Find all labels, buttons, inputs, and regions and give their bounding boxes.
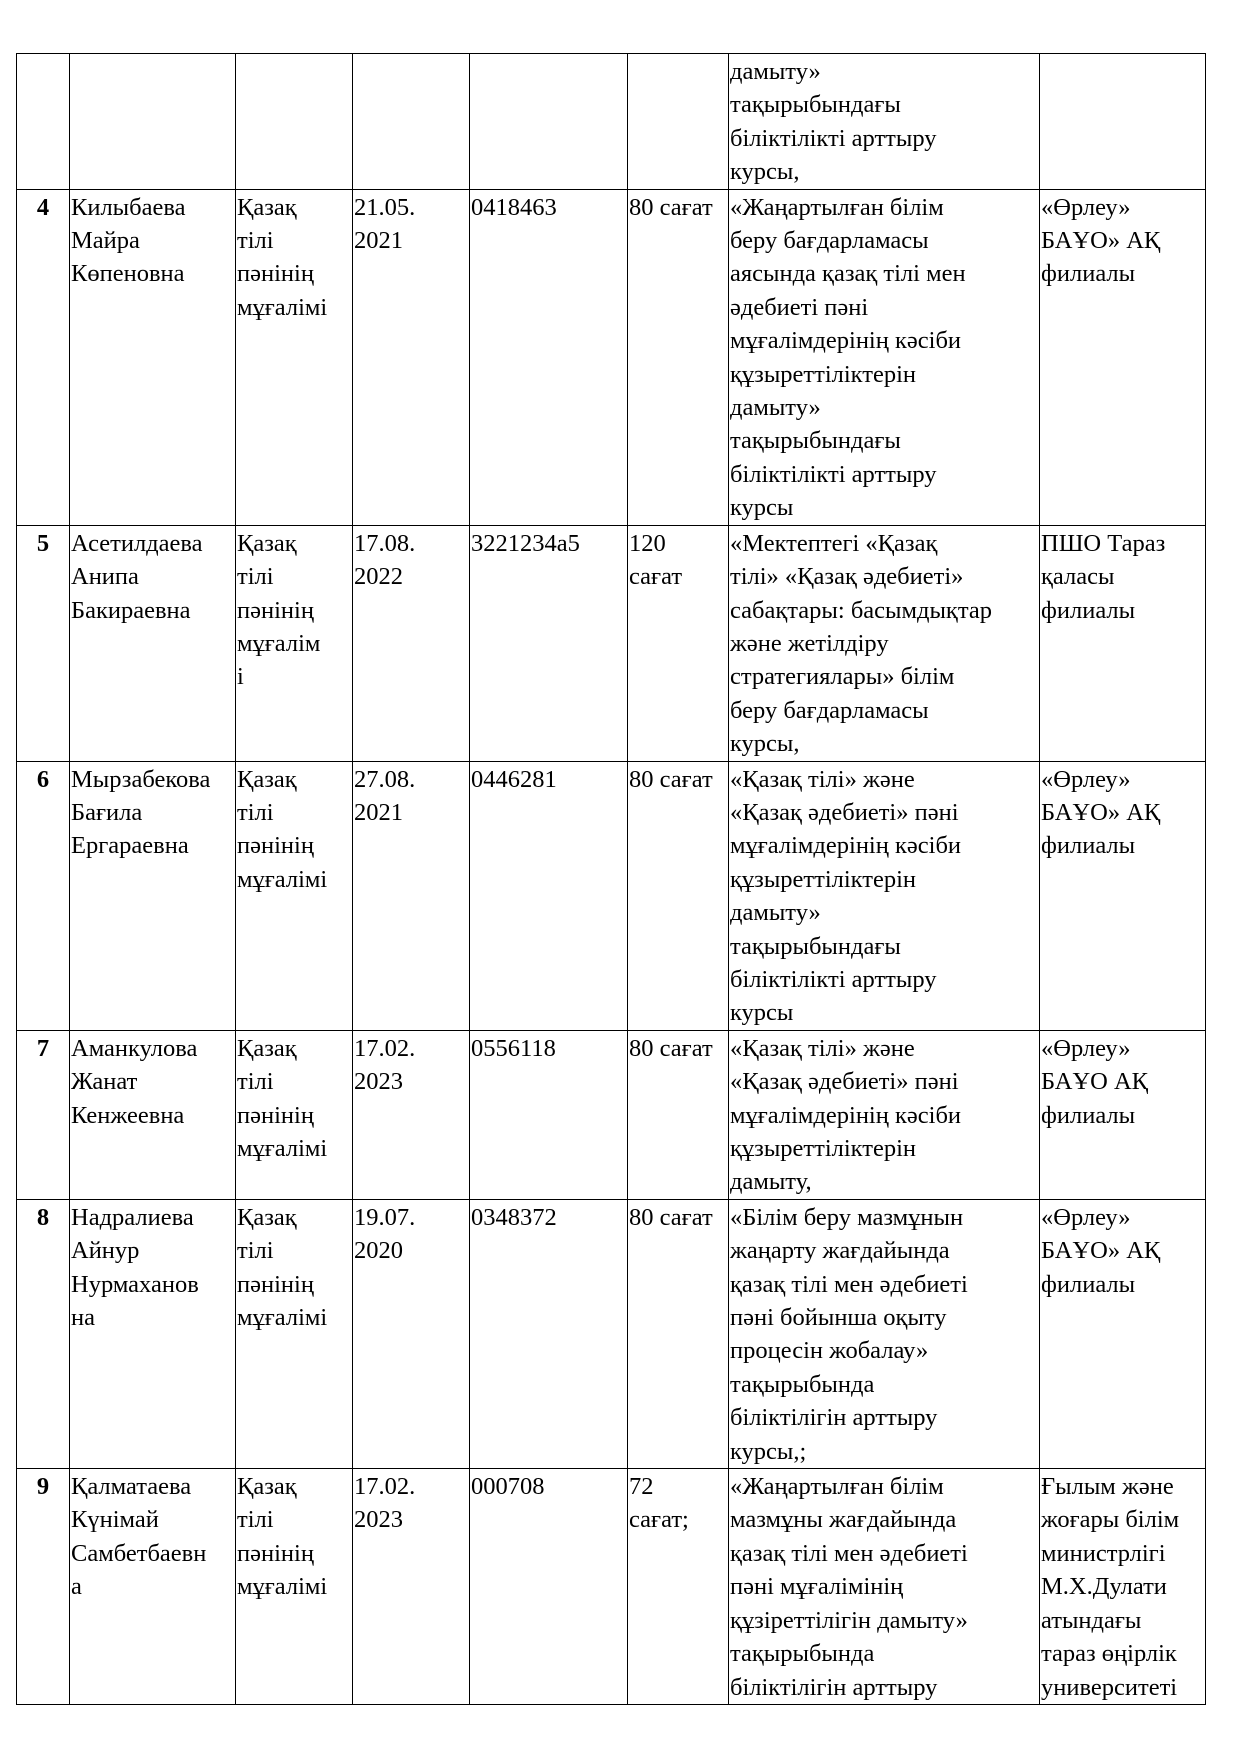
- cell-text-line: 80 сағат: [629, 193, 713, 221]
- cell-text-line: Қазақ: [237, 1203, 297, 1231]
- cell-text-line: тілі» «Қазақ әдебиеті»: [730, 563, 964, 591]
- cell-text-line: курсы,: [730, 730, 800, 758]
- cell-subject: [236, 54, 353, 190]
- cell-text-line: тараз өңірлік: [1041, 1640, 1177, 1668]
- cell-text-line: мұғалімдерінің кәсіби: [730, 832, 962, 860]
- table-row: [17, 1469, 1206, 1705]
- cell-full-name: [70, 189, 236, 525]
- cell-text-line: 2023: [354, 1068, 403, 1096]
- cell-certificate-number: [470, 525, 628, 761]
- cell-text-line: «Қазақ тілі» және: [730, 1034, 915, 1062]
- cell-text-line: 21.05.: [354, 193, 416, 221]
- cell-text-line: сағат: [629, 563, 683, 591]
- cell-text-line: Қазақ: [237, 193, 297, 221]
- table-row: [17, 54, 1206, 190]
- cell-text-line: тілі: [237, 1068, 274, 1096]
- cell-text-line: Қазақ: [237, 765, 297, 793]
- cell-text-line: Кенжеевна: [71, 1101, 185, 1129]
- cell-text-line: БАҰО» АҚ: [1041, 1237, 1161, 1265]
- cell-text: 6: [36, 765, 50, 793]
- cell-text-line: пәні мұғалімінің: [730, 1573, 904, 1601]
- cell-text: 000708: [471, 1473, 545, 1501]
- cell-text-line: 2020: [354, 1237, 403, 1265]
- cell-text-line: тілі: [237, 563, 274, 591]
- cell-certificate-number: [470, 1030, 628, 1199]
- cell-text-line: Майра: [71, 227, 140, 255]
- cell-full-name: [70, 1030, 236, 1199]
- cell-date: [353, 189, 470, 525]
- cell-certificate-number: [470, 189, 628, 525]
- cell-text-line: 120: [629, 529, 666, 557]
- cell-text-line: Анипа: [71, 563, 139, 591]
- cell-text-line: Асетилдаева: [71, 529, 203, 557]
- cell-course-title: [729, 1469, 1040, 1705]
- cell-text-line: «Жаңартылған білім: [730, 1473, 944, 1501]
- cell-text-line: Қазақ: [237, 1473, 297, 1501]
- cell-number: [17, 189, 70, 525]
- cell-date: [353, 761, 470, 1030]
- cell-text-line: біліктілікті арттыру: [730, 965, 937, 993]
- cell-text-line: сабақтары: басымдықтар: [730, 596, 992, 624]
- cell-organization: [1040, 54, 1206, 190]
- cell-organization: [1040, 189, 1206, 525]
- cell-text-line: курсы: [730, 494, 794, 522]
- cell-text-line: біліктілікті арттыру: [730, 124, 937, 152]
- cell-date: [353, 1469, 470, 1705]
- cell-text-line: қазақ тілі мен әдебиеті: [730, 1539, 968, 1567]
- cell-subject: [236, 1469, 353, 1705]
- cell-text-line: процесін жобалау»: [730, 1337, 929, 1365]
- cell-text-line: 19.07.: [354, 1203, 416, 1231]
- cell-text-line: құзыреттіліктерін: [730, 1135, 916, 1162]
- cell-text-line: мұғалімі: [237, 293, 328, 321]
- cell-text-line: «Қазақ тілі» және: [730, 765, 915, 793]
- cell-text: 7: [36, 1034, 50, 1062]
- cell-text-line: біліктілігін арттыру: [730, 1404, 938, 1432]
- cell-text: 9: [36, 1473, 50, 1501]
- cell-text: 4: [36, 193, 50, 221]
- cell-text-line: мұғалім: [237, 629, 321, 657]
- cell-text-line: 2022: [354, 563, 403, 591]
- cell-text-line: Ергараевна: [71, 832, 189, 860]
- cell-text-line: дамыту»: [730, 394, 821, 422]
- cell-course-title: [729, 54, 1040, 190]
- cell-text-line: дамыту»: [730, 899, 821, 927]
- cell-text-line: беру бағдарламасы: [730, 696, 929, 724]
- cell-text-line: тақырыбындағы: [730, 91, 901, 119]
- cell-text-line: филиалы: [1041, 260, 1136, 288]
- cell-text-line: «Өрлеу»: [1041, 1034, 1131, 1062]
- cell-hours: [628, 1030, 729, 1199]
- cell-text-line: 2021: [354, 227, 403, 255]
- cell-text-line: тақырыбындағы: [730, 427, 901, 455]
- cell-text-line: пәні бойынша оқыту: [730, 1304, 947, 1332]
- cell-text-line: курсы,: [730, 158, 800, 186]
- table-row: [17, 189, 1206, 525]
- table-row: [17, 1030, 1206, 1199]
- cell-text-line: стратегиялары» білім: [730, 663, 955, 691]
- cell-text-line: Килыбаева: [71, 193, 186, 221]
- cell-subject: [236, 1030, 353, 1199]
- cell-text-line: мұғалімі: [237, 1304, 328, 1332]
- cell-text-line: әдебиеті пәні: [730, 293, 869, 321]
- cell-full-name: [70, 1199, 236, 1468]
- cell-text: 0348372: [471, 1203, 557, 1231]
- cell-number: [17, 1199, 70, 1468]
- cell-text-line: пәнінің: [237, 1270, 314, 1298]
- cell-date: [353, 1030, 470, 1199]
- cell-text-line: 80 сағат: [629, 1203, 713, 1231]
- cell-course-title: [729, 761, 1040, 1030]
- cell-text-line: Надралиева: [71, 1203, 194, 1231]
- cell-organization: [1040, 1199, 1206, 1468]
- cell-text-line: 72: [629, 1473, 654, 1501]
- cell-text-line: БАҰО АҚ: [1041, 1068, 1148, 1096]
- cell-text-line: тілі: [237, 227, 274, 255]
- cell-text-line: курсы,;: [730, 1437, 807, 1465]
- cell-text-line: «Өрлеу»: [1041, 765, 1131, 793]
- cell-text-line: және жетілдіру: [730, 629, 889, 657]
- cell-text-line: пәнінің: [237, 1101, 314, 1129]
- cell-text-line: пәнінің: [237, 1539, 314, 1567]
- cell-text-line: сағат;: [629, 1506, 689, 1534]
- cell-text-line: министрлігі: [1041, 1539, 1166, 1567]
- cell-text-line: мұғалімі: [237, 865, 328, 893]
- teachers-qualification-table: [16, 53, 1206, 1705]
- cell-text-line: мұғалімі: [237, 1135, 328, 1162]
- cell-text-line: на: [71, 1304, 95, 1332]
- cell-text: 5: [36, 529, 50, 557]
- cell-text-line: «Қазақ әдебиеті» пәні: [730, 798, 959, 826]
- cell-date: [353, 54, 470, 190]
- cell-hours: [628, 1199, 729, 1468]
- cell-subject: [236, 189, 353, 525]
- cell-text-line: тілі: [237, 798, 274, 826]
- cell-text-line: Көпеновна: [71, 260, 185, 288]
- cell-course-title: [729, 189, 1040, 525]
- cell-text-line: Бакираевна: [71, 596, 191, 624]
- table-row: [17, 761, 1206, 1030]
- cell-subject: [236, 525, 353, 761]
- cell-number: [17, 1469, 70, 1705]
- cell-text-line: мұғалімі: [237, 1573, 328, 1601]
- cell-text-line: Бағила: [71, 798, 143, 826]
- cell-text-line: филиалы: [1041, 596, 1136, 624]
- cell-text-line: «Өрлеу»: [1041, 1203, 1131, 1231]
- cell-certificate-number: [470, 1469, 628, 1705]
- cell-text: 0418463: [471, 193, 557, 221]
- cell-text-line: филиалы: [1041, 832, 1136, 860]
- cell-text-line: дамыту»: [730, 58, 821, 85]
- cell-hours: [628, 761, 729, 1030]
- cell-text-line: а: [71, 1573, 82, 1601]
- cell-text-line: 2021: [354, 798, 403, 826]
- cell-text: 3221234а5: [471, 529, 580, 557]
- cell-text-line: Аманкулова: [71, 1034, 198, 1062]
- cell-course-title: [729, 1030, 1040, 1199]
- cell-text-line: 80 сағат: [629, 1034, 713, 1062]
- cell-hours: [628, 54, 729, 190]
- cell-text-line: «Мектептегі «Қазақ: [730, 529, 938, 557]
- cell-text-line: 80 сағат: [629, 765, 713, 793]
- cell-text-line: Қазақ: [237, 529, 297, 557]
- cell-organization: [1040, 1469, 1206, 1705]
- cell-text-line: Қазақ: [237, 1034, 297, 1062]
- cell-subject: [236, 761, 353, 1030]
- cell-organization: [1040, 525, 1206, 761]
- cell-text-line: тақырыбында: [730, 1370, 875, 1398]
- cell-text-line: тілі: [237, 1237, 274, 1265]
- cell-text-line: Айнур: [71, 1237, 140, 1265]
- cell-certificate-number: [470, 1199, 628, 1468]
- cell-text-line: 17.02.: [354, 1034, 416, 1062]
- cell-text-line: қаласы: [1041, 563, 1115, 591]
- cell-full-name: [70, 525, 236, 761]
- cell-number: [17, 525, 70, 761]
- cell-text-line: жаңарту жағдайында: [730, 1237, 950, 1265]
- cell-full-name: [70, 1469, 236, 1705]
- cell-subject: [236, 1199, 353, 1468]
- cell-text-line: 17.08.: [354, 529, 416, 557]
- cell-text-line: біліктілігін арттыру: [730, 1673, 938, 1701]
- cell-text-line: тақырыбындағы: [730, 932, 901, 960]
- cell-text-line: тақырыбында: [730, 1640, 875, 1668]
- cell-text-line: құзыреттіліктерін: [730, 360, 916, 388]
- cell-text-line: Самбетбаевн: [71, 1539, 207, 1567]
- cell-text-line: Қалматаева: [71, 1473, 192, 1501]
- cell-text-line: 17.02.: [354, 1473, 416, 1501]
- cell-full-name: [70, 54, 236, 190]
- cell-text-line: беру бағдарламасы: [730, 227, 929, 255]
- cell-text-line: ПШО Тараз: [1041, 529, 1166, 557]
- cell-text-line: «Қазақ әдебиеті» пәні: [730, 1068, 959, 1096]
- table-body: [17, 54, 1206, 1705]
- cell-text-line: Күнімай: [71, 1506, 159, 1534]
- cell-text-line: тілі: [237, 1506, 274, 1534]
- cell-text-line: Ғылым және: [1041, 1473, 1174, 1501]
- cell-text-line: құзыреттіліктерін: [730, 865, 916, 893]
- cell-text-line: аясында қазақ тілі мен: [730, 260, 966, 288]
- cell-text-line: БАҰО» АҚ: [1041, 227, 1161, 255]
- cell-text-line: филиалы: [1041, 1270, 1136, 1298]
- cell-text-line: қазақ тілі мен әдебиеті: [730, 1270, 968, 1298]
- cell-number: [17, 761, 70, 1030]
- table-row: [17, 525, 1206, 761]
- cell-course-title: [729, 1199, 1040, 1468]
- cell-hours: [628, 1469, 729, 1705]
- cell-text-line: пәнінің: [237, 832, 314, 860]
- cell-text-line: і: [237, 663, 244, 691]
- cell-text-line: курсы: [730, 999, 794, 1027]
- cell-date: [353, 1199, 470, 1468]
- cell-text: 8: [36, 1203, 50, 1231]
- cell-organization: [1040, 761, 1206, 1030]
- cell-text-line: пәнінің: [237, 596, 314, 624]
- cell-text-line: М.Х.Дулати: [1041, 1573, 1167, 1601]
- cell-text-line: біліктілікті арттыру: [730, 460, 937, 488]
- cell-text-line: мұғалімдерінің кәсіби: [730, 327, 962, 355]
- cell-text-line: құзіреттілігін дамыту»: [730, 1606, 968, 1634]
- cell-text-line: мұғалімдерінің кәсіби: [730, 1101, 962, 1129]
- cell-number: [17, 54, 70, 190]
- cell-text-line: филиалы: [1041, 1101, 1136, 1129]
- cell-hours: [628, 189, 729, 525]
- cell-text: 0556118: [471, 1034, 556, 1062]
- cell-full-name: [70, 761, 236, 1030]
- cell-text-line: «Жаңартылған білім: [730, 193, 944, 221]
- cell-organization: [1040, 1030, 1206, 1199]
- cell-text-line: жоғары білім: [1041, 1506, 1180, 1534]
- cell-text-line: БАҰО» АҚ: [1041, 798, 1161, 826]
- cell-text-line: атындағы: [1041, 1606, 1142, 1634]
- cell-text-line: мазмұны жағдайында: [730, 1506, 957, 1534]
- cell-text-line: «Білім беру мазмұнын: [730, 1203, 964, 1231]
- cell-text-line: пәнінің: [237, 260, 314, 288]
- cell-text-line: дамыту,: [730, 1168, 812, 1196]
- cell-text-line: 27.08.: [354, 765, 416, 793]
- cell-text-line: университеті: [1041, 1673, 1178, 1701]
- cell-text-line: Нурмаханов: [71, 1270, 199, 1298]
- cell-text-line: «Өрлеу»: [1041, 193, 1131, 221]
- table-row: [17, 1199, 1206, 1468]
- cell-text-line: 2023: [354, 1506, 403, 1534]
- cell-text-line: Жанат: [71, 1068, 138, 1096]
- cell-hours: [628, 525, 729, 761]
- cell-number: [17, 1030, 70, 1199]
- cell-text-line: Мырзабекова: [71, 765, 211, 793]
- cell-course-title: [729, 525, 1040, 761]
- cell-certificate-number: [470, 761, 628, 1030]
- cell-date: [353, 525, 470, 761]
- cell-text: 0446281: [471, 765, 557, 793]
- cell-certificate-number: [470, 54, 628, 190]
